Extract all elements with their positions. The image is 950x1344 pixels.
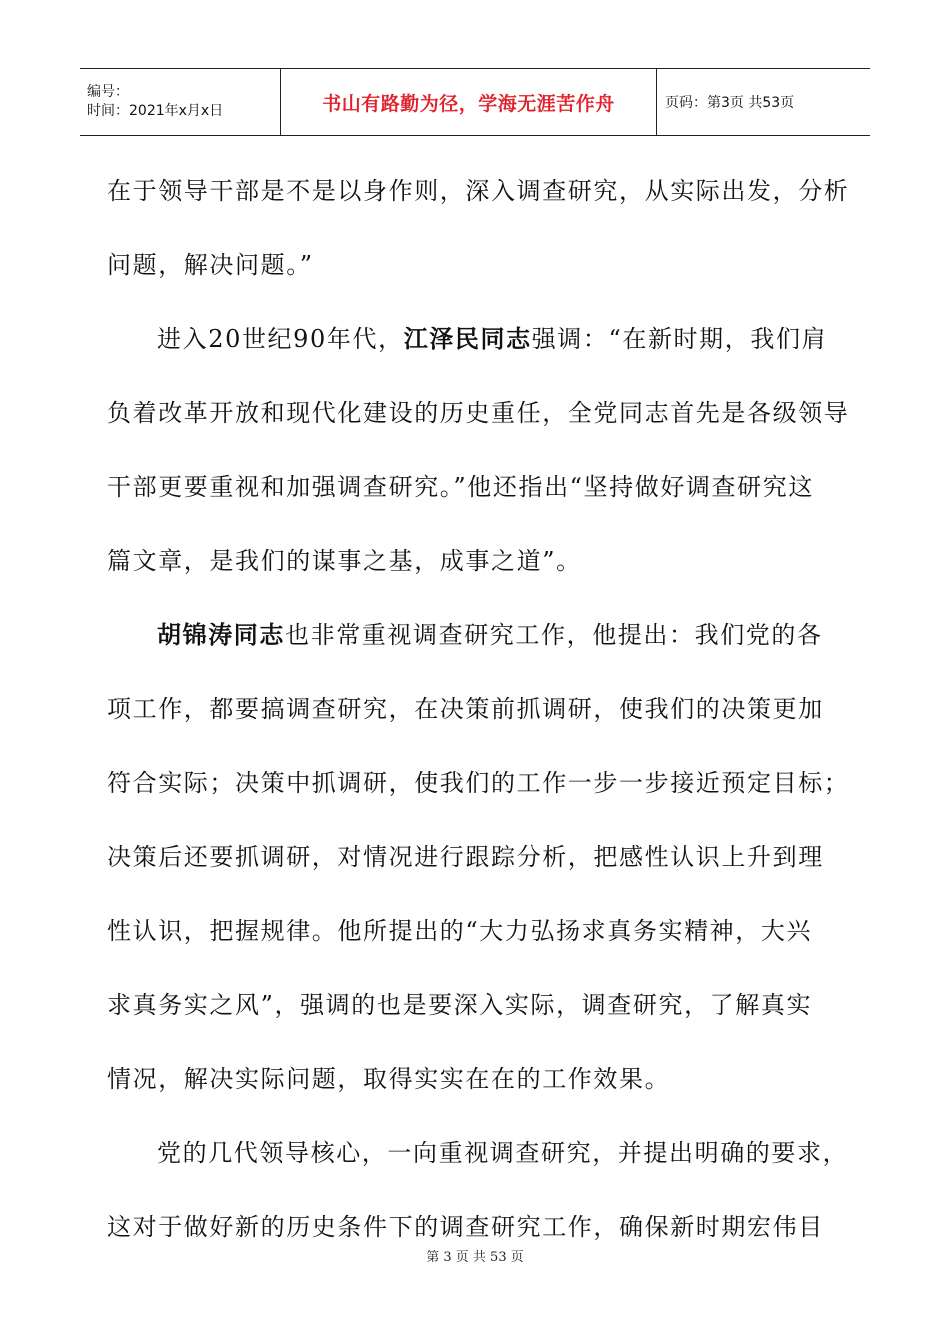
body-line: 决策后还要抓调研，对情况进行跟踪分析，把感性认识上升到理: [107, 843, 824, 871]
body-line: 求真务实之风”，强调的也是要深入实际，调查研究，了解真实: [107, 991, 813, 1019]
footer-page-number: 第 3 页 共 53 页: [426, 1250, 524, 1265]
body-line: 符合实际；决策中抓调研，使我们的工作一步一步接近预定目标；: [107, 769, 850, 797]
header-motto: 书山有路勤为径，学海无涯苦作舟: [322, 92, 615, 115]
body-line: 负着改革开放和现代化建设的历史重任，全党同志首先是各级领导: [107, 399, 850, 427]
body-line: 项工作，都要搞调查研究，在决策前抓调研，使我们的决策更加: [107, 695, 824, 723]
body-text-segment: 进入20世纪90年代，: [157, 325, 404, 353]
document-time-label: 时间：2021年x月x日: [87, 103, 224, 119]
body-text-segment: 也非常重视调查研究工作，他提出：我们党的各: [285, 621, 823, 649]
body-line: 篇文章，是我们的谋事之基，成事之道”。: [107, 547, 582, 575]
header-page-info: 页码：第3页 共53页: [665, 95, 795, 111]
page-footer: [0, 1246, 950, 1265]
paragraph-jiang: [107, 302, 847, 376]
body-line: 情况，解决实际问题，取得实实在在的工作效果。: [107, 1065, 671, 1093]
body-line: 党的几代领导核心，一向重视调查研究，并提出明确的要求，: [157, 1139, 849, 1167]
header-motto-cell: [281, 69, 657, 135]
body-line: 在于领导干部是不是以身作则，深入调查研究，从实际出发，分析: [107, 177, 850, 205]
body-line: 性认识，把握规律。他所提出的“大力弘扬求真务实精神，大兴: [107, 917, 813, 945]
header-meta-cell: [80, 69, 281, 135]
document-body: [107, 154, 850, 1264]
document-header: [80, 68, 870, 136]
paragraph-hu: [107, 598, 847, 672]
body-line: 干部更要重视和加强调查研究。”他还指出“坚持做好调查研究这: [107, 473, 814, 501]
header-page-cell: [657, 69, 870, 135]
body-line: 这对于做好新的历史条件下的调查研究工作，确保新时期宏伟目: [107, 1213, 824, 1241]
body-line: 问题，解决问题。”: [107, 251, 314, 279]
bold-name-jiang: 江泽民同志: [403, 324, 532, 353]
bold-name-hu: 胡锦涛同志: [157, 620, 285, 649]
document-number-label: 编号：: [87, 84, 129, 100]
body-text-segment: 强调：“在新时期，我们肩: [531, 325, 828, 353]
